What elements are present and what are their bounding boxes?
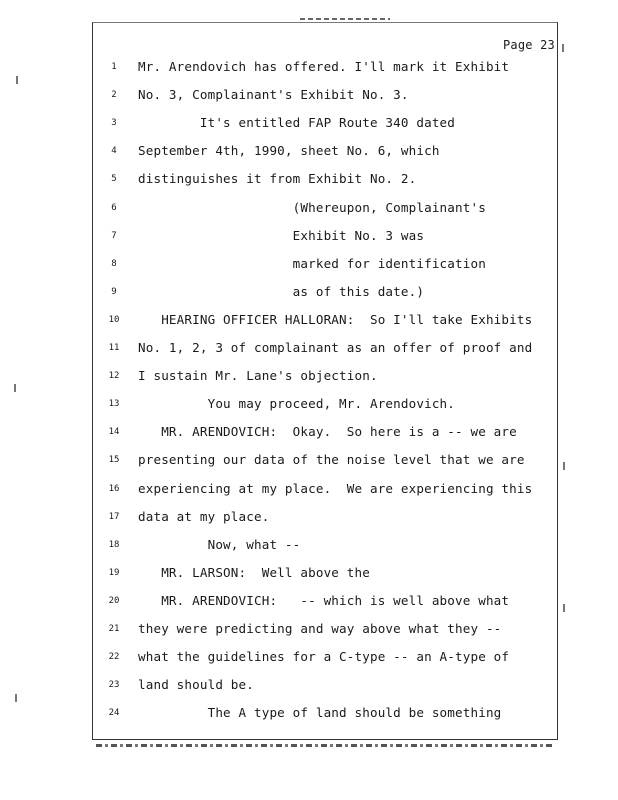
line-number: 8 [111, 258, 117, 269]
transcript-line: as of this date.) [138, 283, 425, 299]
line-number: 17 [108, 511, 120, 522]
transcript-line: MR. LARSON: Well above the [138, 564, 370, 580]
transcript-line: Now, what -- [138, 536, 301, 552]
transcript-line: I sustain Mr. Lane's objection. [138, 368, 378, 384]
line-number: 21 [108, 624, 120, 634]
transcript-line: experiencing at my place. We are experiencing this [138, 480, 533, 496]
line-number: 24 [108, 708, 120, 719]
line-number: 22 [108, 652, 120, 663]
transcript-line: No. 1, 2, 3 of complainant as an offer of proof and [138, 340, 533, 355]
transcript-line: they were predicting and way above what they -- [138, 621, 502, 636]
transcript-line: HEARING OFFICER HALLORAN: So I'll take Exhibits [138, 311, 533, 327]
line-number: 3 [111, 118, 117, 129]
transcript-line: Mr. Arendovich has offered. I'll mark it Exhibit [138, 59, 510, 74]
transcript-line: September 4th, 1990, sheet No. 6, which [138, 143, 440, 159]
transcript-line: what the guidelines for a C-type -- an A-type of [138, 649, 510, 665]
transcript-line: marked for identification [138, 255, 486, 271]
line-number: 16 [108, 483, 120, 494]
line-number: 1 [111, 62, 117, 72]
line-number: 14 [108, 427, 120, 438]
scan-speck [16, 76, 18, 84]
line-number: 10 [108, 314, 120, 325]
scan-speck [14, 384, 16, 392]
scan-speck [562, 44, 564, 52]
scan-speck [563, 604, 565, 612]
scan-artifact-bottom [96, 744, 554, 747]
transcript-line: data at my place. [138, 508, 270, 524]
line-number: 6 [111, 202, 117, 213]
transcript-line: MR. ARENDOVICH: -- which is well above what [138, 592, 510, 608]
scan-artifact-top [300, 18, 390, 20]
transcript-line: You may proceed, Mr. Arendovich. [138, 396, 456, 412]
line-number: 18 [108, 539, 120, 550]
scan-speck [563, 462, 565, 470]
scan-speck [15, 694, 17, 702]
line-number: 9 [111, 286, 117, 297]
line-number: 11 [108, 343, 120, 353]
transcript-line: MR. ARENDOVICH: Okay. So here is a -- we are [138, 424, 517, 440]
transcript-line: The A type of land should be something [138, 705, 502, 721]
line-number: 19 [108, 567, 120, 578]
transcript-line: presenting our data of the noise level that we are [138, 452, 525, 468]
transcript-line: distinguishes it from Exhibit No. 2. [138, 171, 417, 187]
line-number: 15 [108, 455, 120, 466]
line-number: 5 [111, 174, 117, 185]
line-number: 12 [108, 371, 120, 382]
transcript-line: It's entitled FAP Route 340 dated [138, 115, 456, 131]
page-number: Page 23 [503, 38, 555, 52]
line-number: 2 [111, 90, 117, 101]
transcript-line: No. 3, Complainant's Exhibit No. 3. [138, 87, 409, 103]
transcript-line: land should be. [138, 677, 254, 693]
transcript-line: (Whereupon, Complainant's [138, 199, 486, 215]
line-number: 4 [111, 146, 117, 157]
line-number: 13 [108, 399, 120, 410]
line-number: 23 [108, 680, 120, 691]
transcript-line: Exhibit No. 3 was [138, 227, 425, 243]
line-number: 20 [108, 595, 120, 606]
line-number: 7 [111, 230, 117, 241]
